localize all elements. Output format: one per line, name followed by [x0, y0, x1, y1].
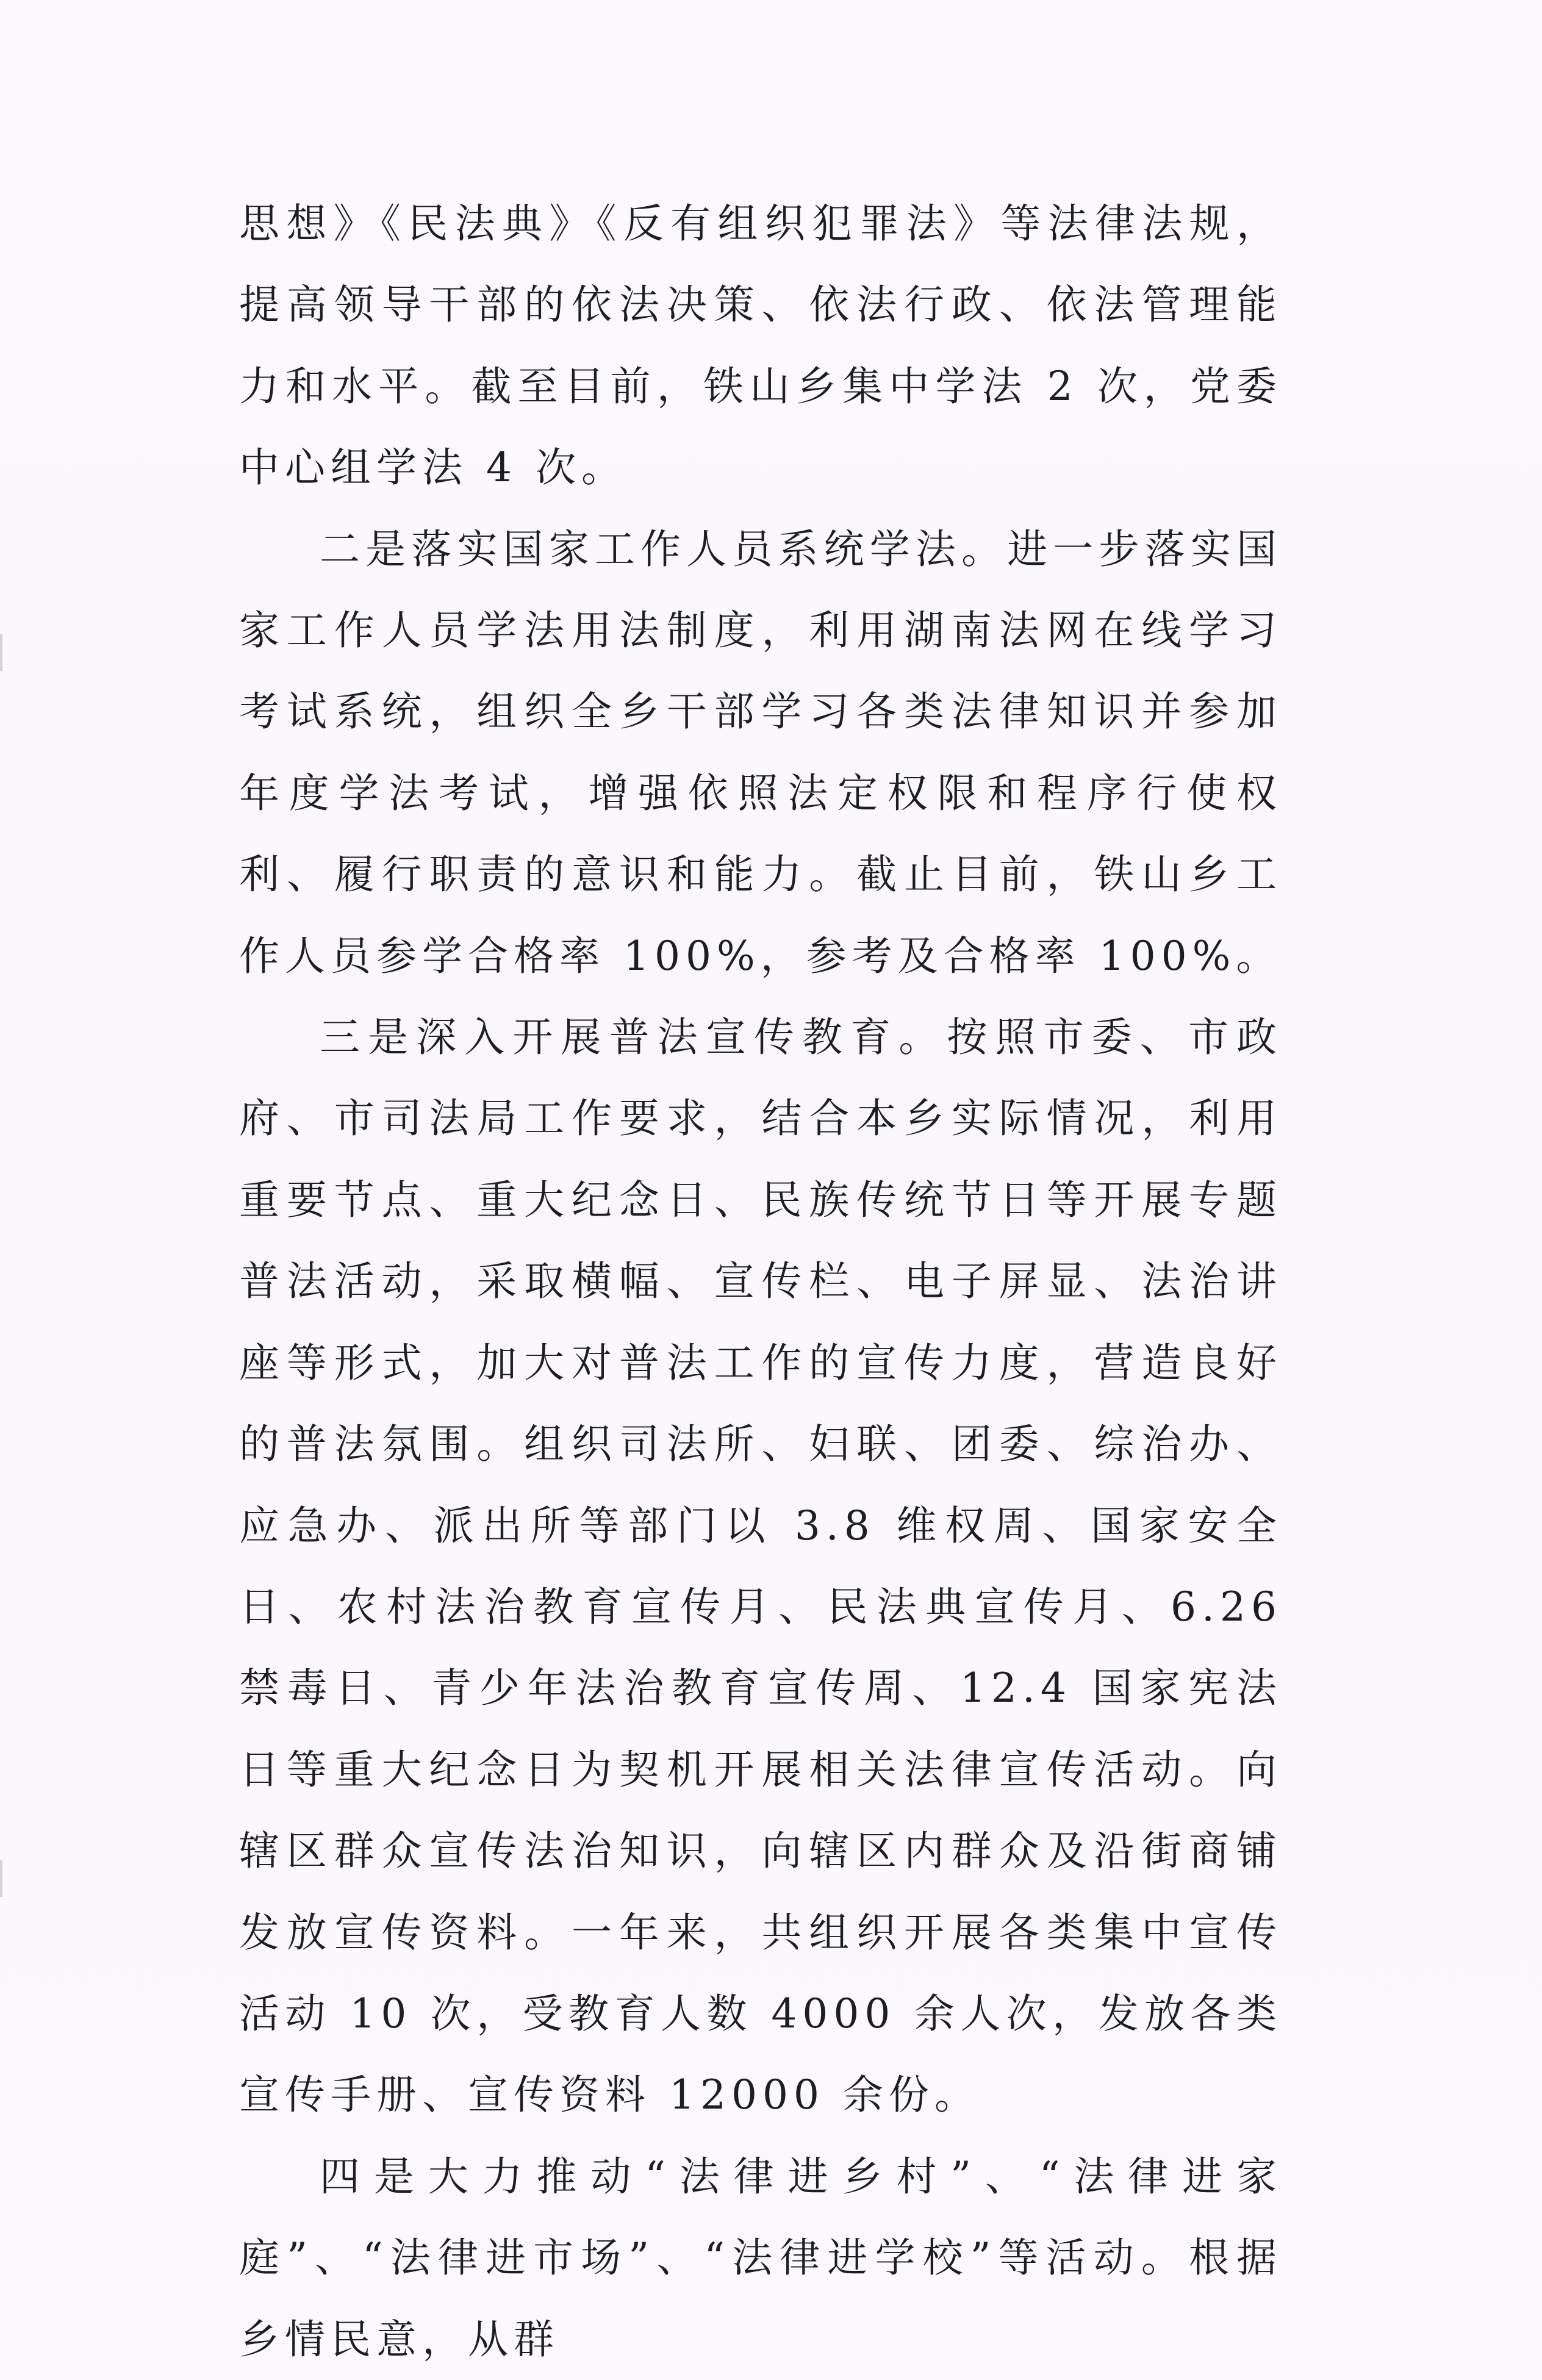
- scan-edge-mark: [0, 1860, 2, 1897]
- body-text: [239, 183, 1282, 2380]
- scan-edge-mark: [0, 634, 2, 671]
- paragraph-law-into-villages: 四是大力推动“法律进乡村”、“法律进家庭”、“法律进市场”、“法律进学校”等活动。根据乡情民意，从群: [239, 2152, 1282, 2363]
- paragraph-continuation: 思想》《民法典》《反有组织犯罪法》等法律法规，提高领导干部的依法决策、依法行政、依法管理能力和水平。截至目前，铁山乡集中学法 2 次，党委中心组学法 4 次。: [239, 200, 1282, 492]
- paragraph-staff-legal-study: 二是落实国家工作人员系统学法。进一步落实国家工作人员学法用法制度，利用湖南法网在线学习考试系统，组织全乡干部学习各类法律知识并参加年度学法考试，增强依照法定权限和程序行使权利、履行职责的意识和能力。截止目前，铁山乡工作人员参学合格率 100%，参考及合格率 100%。: [239, 525, 1282, 980]
- paragraph-legal-publicity: 三是深入开展普法宣传教育。按照市委、市政府、市司法局工作要求，结合本乡实际情况，利用重要节点、重大纪念日、民族传统节日等开展专题普法活动，采取横幅、宣传栏、电子屏显、法治讲座等形式，加大对普法工作的宣传力度，营造良好的普法氛围。组织司法所、妇联、团委、综治办、应急办、派出所等部门以 3.8 维权周、国家安全日、农村法治教育宣传月、民法典宣传月、6.26 禁毒日、青少年法治教育宣传周、12.4 国家宪法日等重大纪念日为契机开展相关法律宣传活动。向辖区群众宣传法治知识，向辖区内群众及沿街商铺发放宣传资料。一年来，共组织开展各类集中宣传活动 10 次，受教育人数 4000 余人次，发放各类宣传手册、宣传资料 12000 余份。: [239, 1014, 1282, 2119]
